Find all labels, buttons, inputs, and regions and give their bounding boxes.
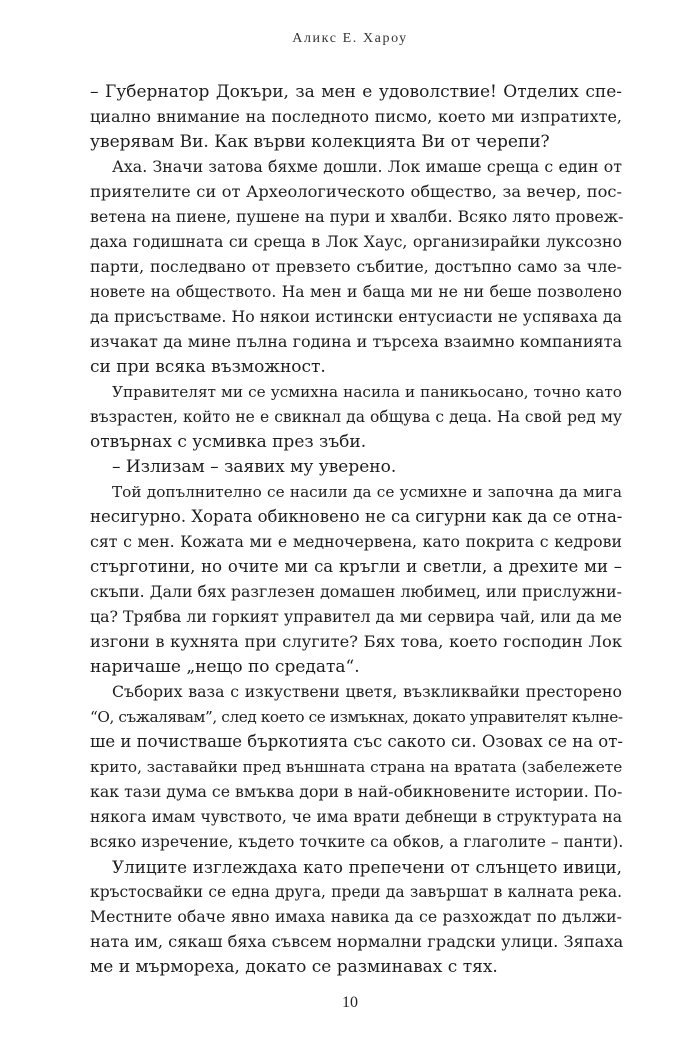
text-line: уверявам Ви. Как върви колекцията Ви от черепи? — [90, 132, 550, 152]
text-line: Съборих ваза с изкуствени цветя, възкликвайки престорено — [112, 682, 622, 701]
text-line: Управителят ми се усмихна насила и паникьосано, точно като — [112, 383, 622, 401]
text-line: циално внимание на последното писмо, което ми изпратихте, — [90, 107, 622, 126]
text-line: изгони в кухнята при слугите? Бях това, което господин Лок — [90, 632, 622, 651]
text-line: Той допълнително се насили да се усмихне и започна да мига — [112, 483, 622, 501]
text-line: ца? Трябва ли горкият управител да ми сервира чай, или да ме — [90, 607, 622, 626]
text-line: ме и мърмореха, докато се разминавах с тях. — [90, 957, 498, 977]
text-line: кръстосвайки се една друга, преди да завършат в калната река. — [90, 883, 622, 901]
text-line: ше и почистваше бъркотията със сакото си. Озовах се на от- — [90, 732, 623, 751]
text-line: изчакат да мине пълна година и търсеха взаимно компанията — [90, 332, 622, 351]
text-line: всяко изречение, където точките са обков, а глаголите – панти). — [90, 833, 624, 851]
text-line: наричаше „нещо по средата“. — [90, 657, 360, 677]
text-line: даха годишната си среща в Лок Хаус, организирайки луксозно — [90, 232, 622, 251]
text-line: скъпи. Дали бях разглезен домашен любимец, или прислужни- — [90, 582, 622, 601]
text-line: парти, последвано от превзето събитие, достъпно само за чле- — [90, 257, 622, 276]
text-line: новете на обществото. На мен и баща ми не ни беше позволено — [90, 283, 622, 301]
text-line: възрастен, който не е свикнал да общува с деца. На свой ред му — [90, 408, 622, 426]
text-line: приятелите си от Археологическото общество, за вечер, пос- — [90, 182, 622, 201]
text-line: си при всяка възможност. — [90, 357, 326, 377]
text-line: – Губернатор Докъри, за мен е удоволствие! Отделих спе- — [90, 82, 622, 102]
text-line: Улиците изглеждаха като препечени от слънцето ивици, — [112, 857, 622, 877]
text-line: ната им, сякаш бяха съвсем нормални градски улици. Зяпаха — [90, 932, 624, 951]
text-line: да присъстваме. Но някои истински ентусиасти не успяваха да — [90, 307, 622, 326]
text-line: крито, заставайки пред външната страна на вратата (забележете — [90, 758, 623, 776]
text-line: Аха. Значи затова бяхме дошли. Лок имаше среща с един от — [112, 157, 622, 176]
text-line: сят с мен. Кожата ми е медночервена, като покрита с кедрови — [90, 532, 622, 551]
text-line: някога имам чувството, че има врати дебнещи в структурата на — [90, 808, 622, 826]
text-line: “О, съжалявам”, след което се измъкнах, докато управителят кълне- — [90, 708, 623, 726]
text-line: как тази дума се вмъква дори в най-обикновените истории. По- — [90, 782, 623, 801]
text-line: ветена на пиене, пушене на пури и хвалби. Всяко лято провеж- — [90, 207, 624, 226]
text-line: несигурно. Хората обикновено не са сигурни как да се отна- — [90, 507, 623, 526]
text-line: – Излизам – заявих му уверено. — [112, 457, 397, 477]
text-line: Местните обаче явно имаха навика да се разхождат по дължи- — [90, 907, 622, 926]
running-head: Аликс Е. Хароу — [292, 31, 408, 46]
text-line: стърготини, но очите ми са кръгли и светли, а дрехите ми – — [90, 557, 622, 576]
text-line: отвърнах с усмивка през зъби. — [90, 432, 367, 452]
page-number: 10 — [342, 994, 358, 1011]
